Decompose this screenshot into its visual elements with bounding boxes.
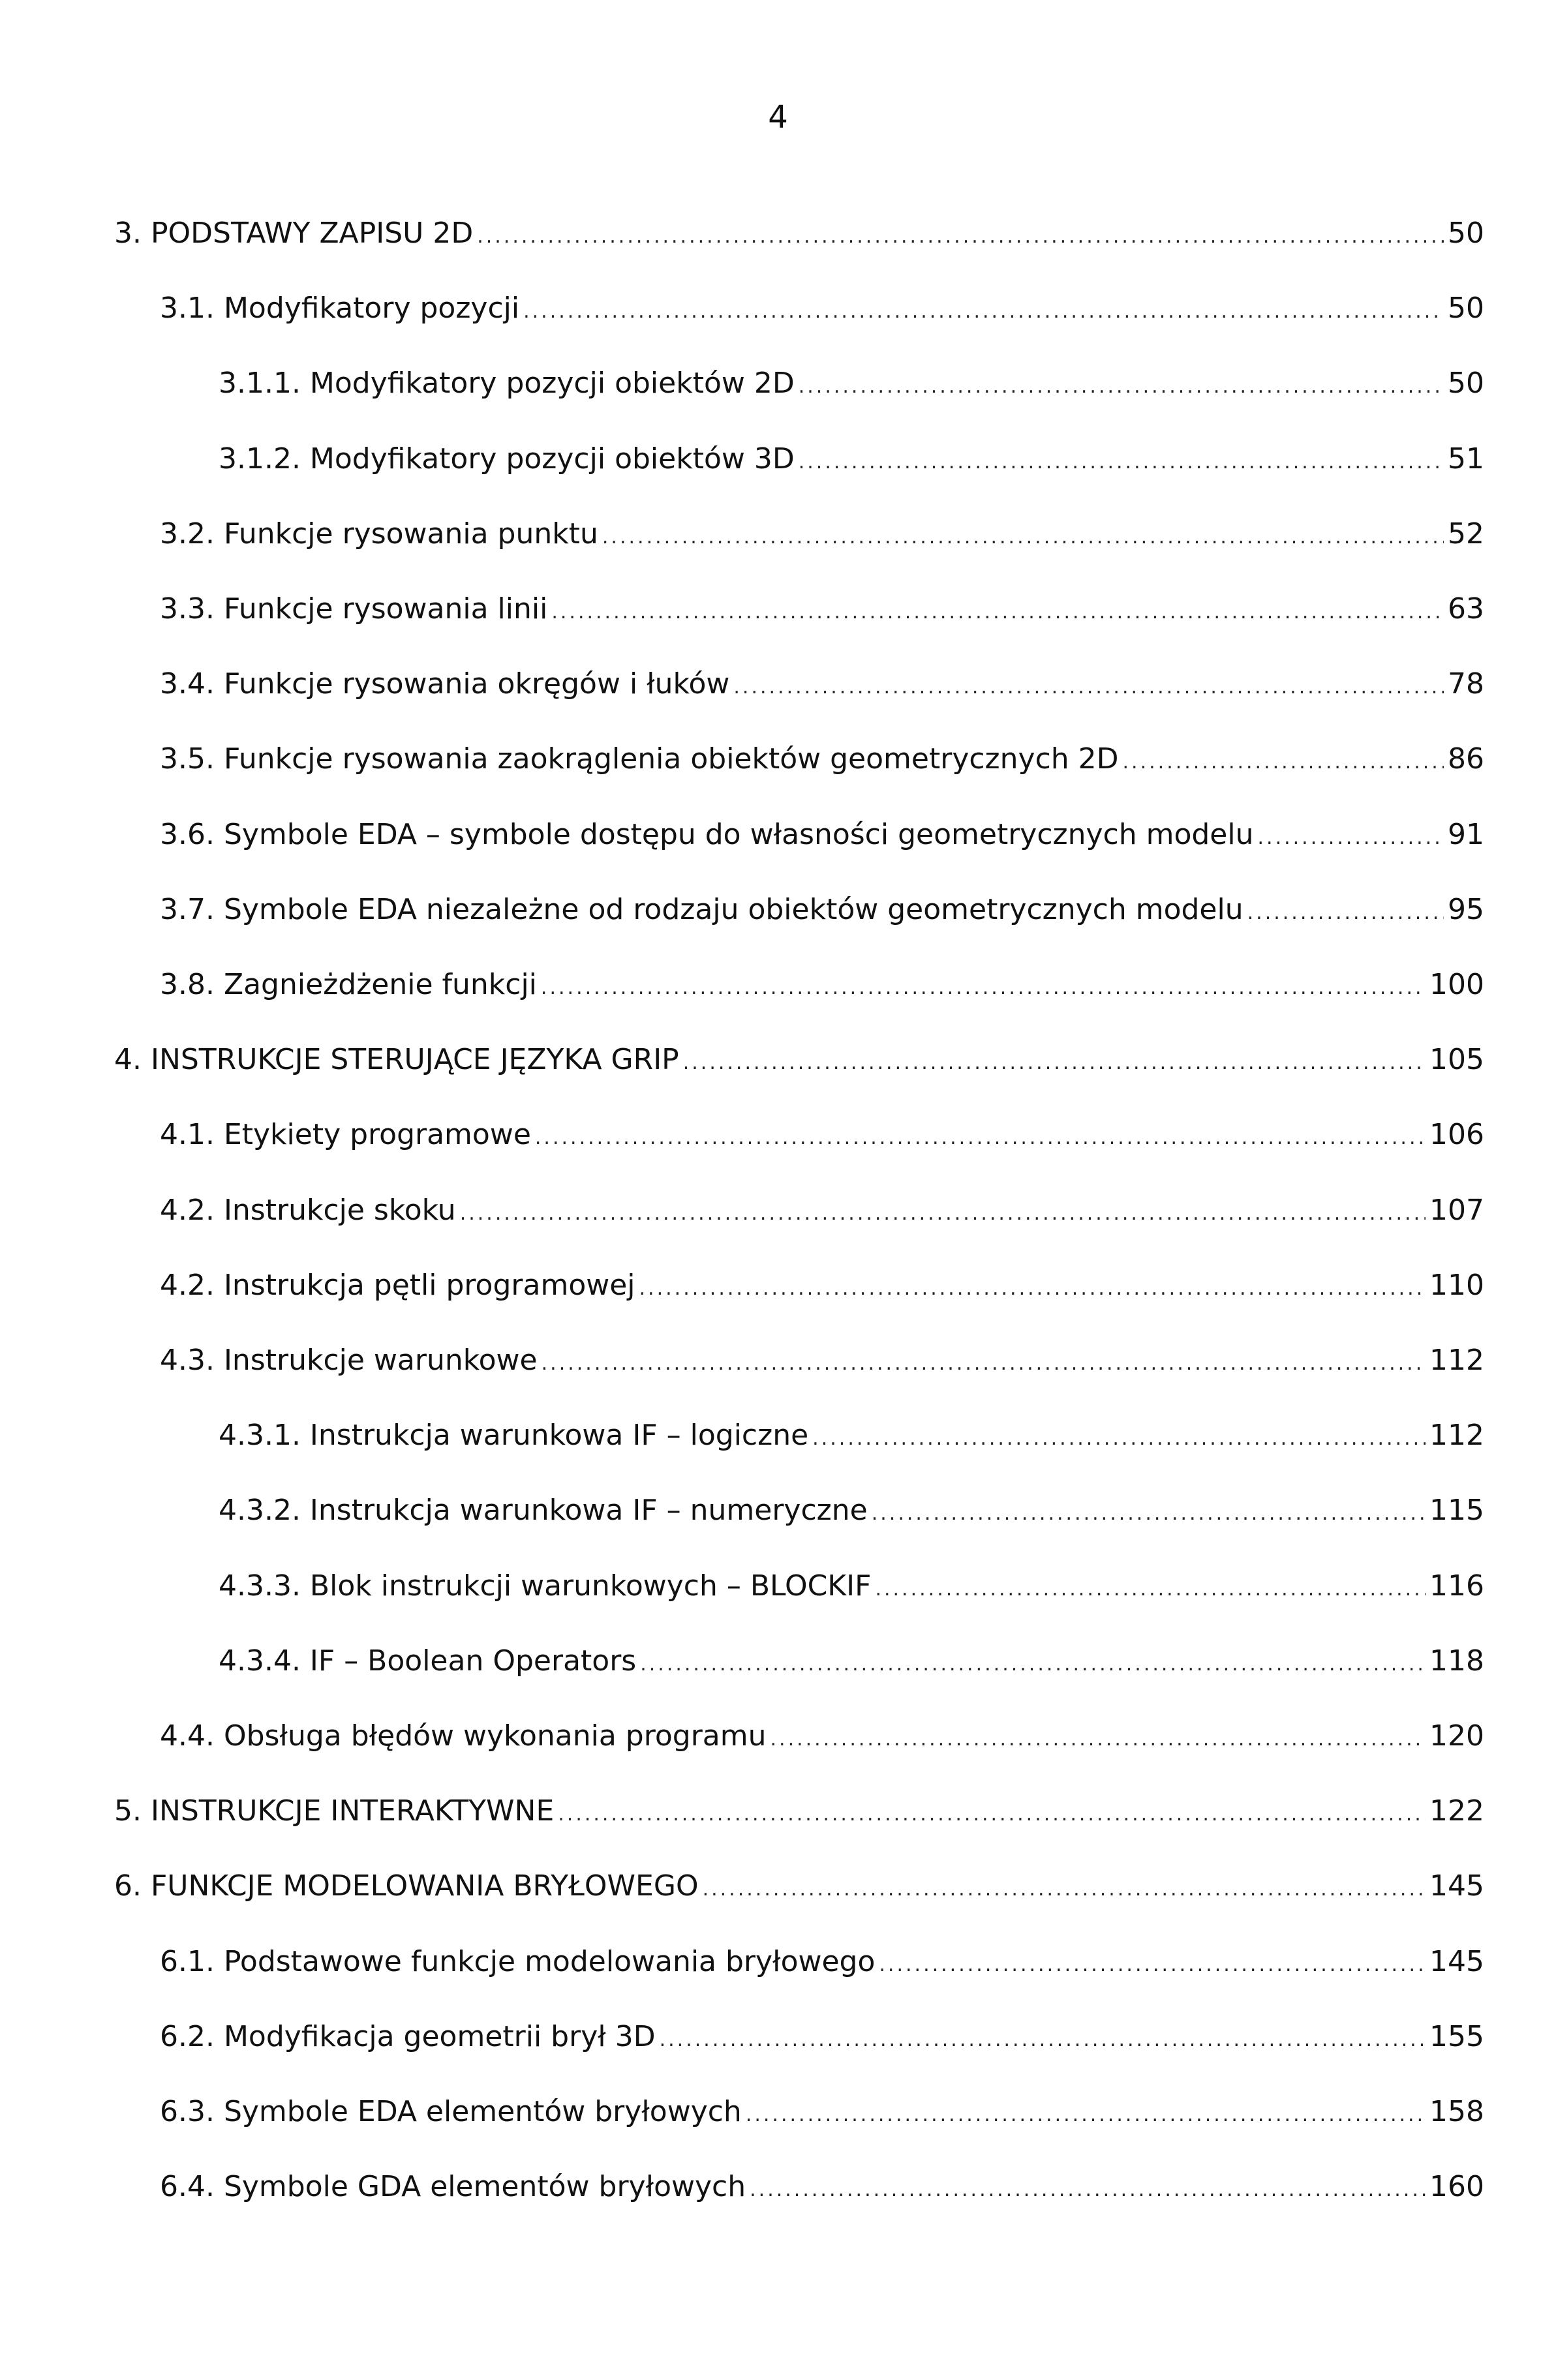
toc-entry: [219, 364, 1484, 403]
toc-entry: [114, 1792, 1484, 1831]
toc-entry-page: 100: [1429, 968, 1484, 1001]
toc-entry-page: 91: [1448, 817, 1484, 851]
toc-entry-page: 50: [1448, 367, 1484, 400]
toc-entry: [160, 740, 1484, 779]
toc-entry-page: 120: [1429, 1719, 1484, 1753]
toc-entry-title: 6.2. Modyfikacja geometrii brył 3D: [160, 2019, 656, 2053]
toc-dot-leader: [812, 1416, 1426, 1455]
toc-dot-leader: [460, 1191, 1426, 1230]
toc-entry: [160, 2092, 1484, 2131]
toc-entry: [114, 1867, 1484, 1906]
toc-entry: [160, 289, 1484, 328]
toc-dot-leader: [770, 1717, 1426, 1756]
toc-entry-page: 115: [1429, 1494, 1484, 1528]
toc-entry: [160, 965, 1484, 1004]
toc-entry: [160, 1717, 1484, 1756]
toc-dot-leader: [551, 590, 1444, 629]
toc-entry-page: 155: [1429, 2019, 1484, 2053]
toc-dot-leader: [1247, 890, 1444, 929]
toc-entry-page: 52: [1448, 517, 1484, 550]
toc-entry-page: 160: [1429, 2170, 1484, 2204]
page-number: 4: [768, 99, 788, 136]
toc-entry-page: 86: [1448, 742, 1484, 776]
toc-entry-title: 4.4. Obsługa błędów wykonania programu: [160, 1719, 767, 1753]
toc-entry-title: 6.3. Symbole EDA elementów bryłowych: [160, 2095, 742, 2128]
toc-dot-leader: [477, 214, 1444, 253]
toc-dot-leader: [733, 665, 1444, 704]
toc-entry-title: 3.8. Zagnieżdżenie funkcji: [160, 968, 537, 1001]
toc-entry-title: 3.6. Symbole EDA – symbole dostępu do własności geometrycznych modelu: [160, 817, 1254, 851]
toc-dot-leader: [542, 1341, 1426, 1380]
toc-dot-leader: [535, 1115, 1426, 1154]
toc-entry-title: 4.3. Instrukcje warunkowe: [160, 1344, 538, 1377]
toc-entry: [219, 1416, 1484, 1455]
toc-dot-leader: [879, 1942, 1426, 1981]
toc-dot-leader: [703, 1867, 1426, 1906]
toc-dot-leader: [602, 515, 1444, 554]
toc-entry-title: 4. INSTRUKCJE STERUJĄCE JĘZYKA GRIP: [114, 1043, 679, 1077]
toc-entry-page: 110: [1429, 1268, 1484, 1302]
toc-entry-page: 50: [1448, 292, 1484, 325]
toc-entry-page: 78: [1448, 667, 1484, 701]
toc-dot-leader: [746, 2092, 1426, 2131]
toc-entry-page: 116: [1429, 1569, 1484, 1603]
toc-dot-leader: [558, 1792, 1426, 1831]
toc-entry-page: 105: [1429, 1043, 1484, 1077]
toc-entry-title: 6. FUNKCJE MODELOWANIA BRYŁOWEGO: [114, 1869, 699, 1903]
toc-entry-title: 4.2. Instrukcje skoku: [160, 1193, 456, 1227]
toc-dot-leader: [1123, 740, 1444, 779]
toc-entry-page: 145: [1429, 1944, 1484, 1978]
toc-entry: [160, 1191, 1484, 1230]
toc-entry: [114, 214, 1484, 253]
toc-entry-page: 122: [1429, 1794, 1484, 1828]
toc-dot-leader: [541, 965, 1426, 1004]
toc-entry: [160, 815, 1484, 854]
toc-dot-leader: [1258, 815, 1444, 854]
toc-entry-page: 118: [1429, 1644, 1484, 1678]
toc-entry: [160, 665, 1484, 704]
toc-entry: [219, 1567, 1484, 1606]
toc-entry: [114, 1040, 1484, 1079]
toc-entry-title: 5. INSTRUKCJE INTERAKTYWNE: [114, 1794, 555, 1828]
toc-dot-leader: [872, 1491, 1426, 1530]
toc-entry: [160, 1341, 1484, 1380]
toc-entry: [160, 2167, 1484, 2207]
toc-entry-title: 3.7. Symbole EDA niezależne od rodzaju obiektów geometrycznych modelu: [160, 892, 1243, 926]
toc-entry: [160, 1266, 1484, 1305]
toc-entry-title: 4.1. Etykiety programowe: [160, 1118, 531, 1152]
toc-entry: [219, 1491, 1484, 1530]
toc-entry: [160, 1115, 1484, 1154]
toc-dot-leader: [523, 289, 1444, 328]
toc-entry-title: 3.2. Funkcje rysowania punktu: [160, 517, 598, 550]
toc-dot-leader: [799, 364, 1444, 403]
toc-entry-page: 51: [1448, 442, 1484, 475]
toc-entry-title: 3.1. Modyfikatory pozycji: [160, 292, 520, 325]
toc-entry-title: 6.1. Podstawowe funkcje modelowania bryłowego: [160, 1944, 876, 1978]
toc-dot-leader: [875, 1567, 1426, 1606]
toc-entry-title: 6.4. Symbole GDA elementów bryłowych: [160, 2170, 746, 2204]
toc-entry-title: 3.3. Funkcje rysowania linii: [160, 592, 548, 625]
toc-entry: [219, 440, 1484, 479]
toc-entry-title: 3.1.1. Modyfikatory pozycji obiektów 2D: [219, 367, 795, 400]
toc-entry-page: 145: [1429, 1869, 1484, 1903]
toc-entry: [160, 2017, 1484, 2056]
toc-entry-page: 158: [1429, 2095, 1484, 2128]
toc-entry-page: 112: [1429, 1419, 1484, 1453]
toc-dot-leader: [640, 1642, 1426, 1681]
toc-entry-title: 3.4. Funkcje rysowania okręgów i łuków: [160, 667, 730, 701]
toc-entry: [160, 890, 1484, 929]
toc-entry-page: 107: [1429, 1193, 1484, 1227]
toc-entry-title: 4.3.4. IF – Boolean Operators: [219, 1644, 637, 1678]
toc-entry-page: 50: [1448, 217, 1484, 250]
toc-dot-leader: [750, 2167, 1426, 2207]
toc-entry-page: 63: [1448, 592, 1484, 625]
toc-dot-leader: [799, 440, 1444, 479]
toc-entry: [160, 1942, 1484, 1981]
toc-entry: [160, 590, 1484, 629]
toc-entry-title: 3.5. Funkcje rysowania zaokrąglenia obiektów geometrycznych 2D: [160, 742, 1119, 776]
toc-dot-leader: [639, 1266, 1426, 1305]
toc-entry-title: 4.3.1. Instrukcja warunkowa IF – logiczne: [219, 1419, 809, 1453]
toc-entry-page: 106: [1429, 1118, 1484, 1152]
toc-entry-title: 4.3.3. Blok instrukcji warunkowych – BLOCKIF: [219, 1569, 872, 1603]
toc-entry-page: 95: [1448, 892, 1484, 926]
toc-entry-title: 4.2. Instrukcja pętli programowej: [160, 1268, 635, 1302]
toc-entry-title: 3. PODSTAWY ZAPISU 2D: [114, 217, 474, 250]
toc-dot-leader: [683, 1040, 1426, 1079]
toc-entry-page: 112: [1429, 1344, 1484, 1377]
toc-entry: [160, 515, 1484, 554]
toc-dot-leader: [660, 2017, 1426, 2056]
toc-entry: [219, 1642, 1484, 1681]
toc-entry-title: 3.1.2. Modyfikatory pozycji obiektów 3D: [219, 442, 795, 475]
toc-entry-title: 4.3.2. Instrukcja warunkowa IF – numeryczne: [219, 1494, 868, 1528]
